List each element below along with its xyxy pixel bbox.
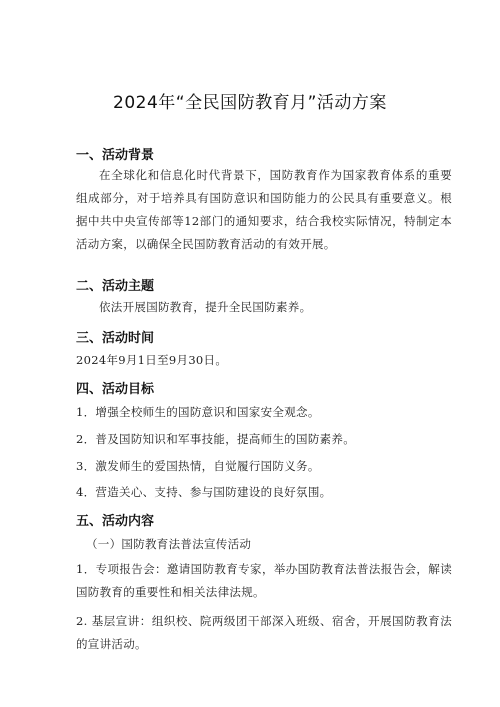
content-item-1: 1．专项报告会：邀请国防教育专家，举办国防教育法普法报告会，解读国防教育的重要性和相关法律法规。 <box>76 562 452 599</box>
section-heading-goals: 四、活动目标 <box>76 382 155 397</box>
section-heading-content: 五、活动内容 <box>76 514 155 529</box>
section-heading-theme: 二、活动主题 <box>76 279 155 294</box>
goal-item-3: 3．激发师生的爱国热情，自觉履行国防义务。 <box>76 459 320 473</box>
goal-item-1: 1．增强全校师生的国防意识和国家安全观念。 <box>76 405 320 419</box>
theme-text: 依法开展国防教育，提升全民国防素养。 <box>99 300 312 314</box>
section-heading-background: 一、活动背景 <box>76 148 155 163</box>
background-paragraph: 在全球化和信息化时代背景下，国防教育作为国家教育体系的重要组成部分，对于培养具有国防意识和国防能力的公民具有重要意义。根据中共中央宣传部等12部门的通知要求，结合我校实际情况，特制定本活动方案，以确保全民国防教育活动的有效开展。 <box>76 168 452 251</box>
section-heading-time: 三、活动时间 <box>76 331 155 346</box>
time-text: 2024年9月1日至9月30日。 <box>76 353 228 367</box>
goal-item-2: 2．普及国防知识和军事技能，提高师生的国防素养。 <box>76 432 356 446</box>
content-item-2: 2. 基层宣讲：组织校、院两级团干部深入班级、宿舍，开展国防教育法的宣讲活动。 <box>76 614 452 651</box>
document-title: 2024年“全民国防教育月”活动方案 <box>113 93 387 113</box>
content-subheading: （一）国防教育法普法宣传活动 <box>86 537 252 551</box>
goal-item-4: 4．营造关心、支持、参与国防建设的良好氛围。 <box>76 485 332 499</box>
